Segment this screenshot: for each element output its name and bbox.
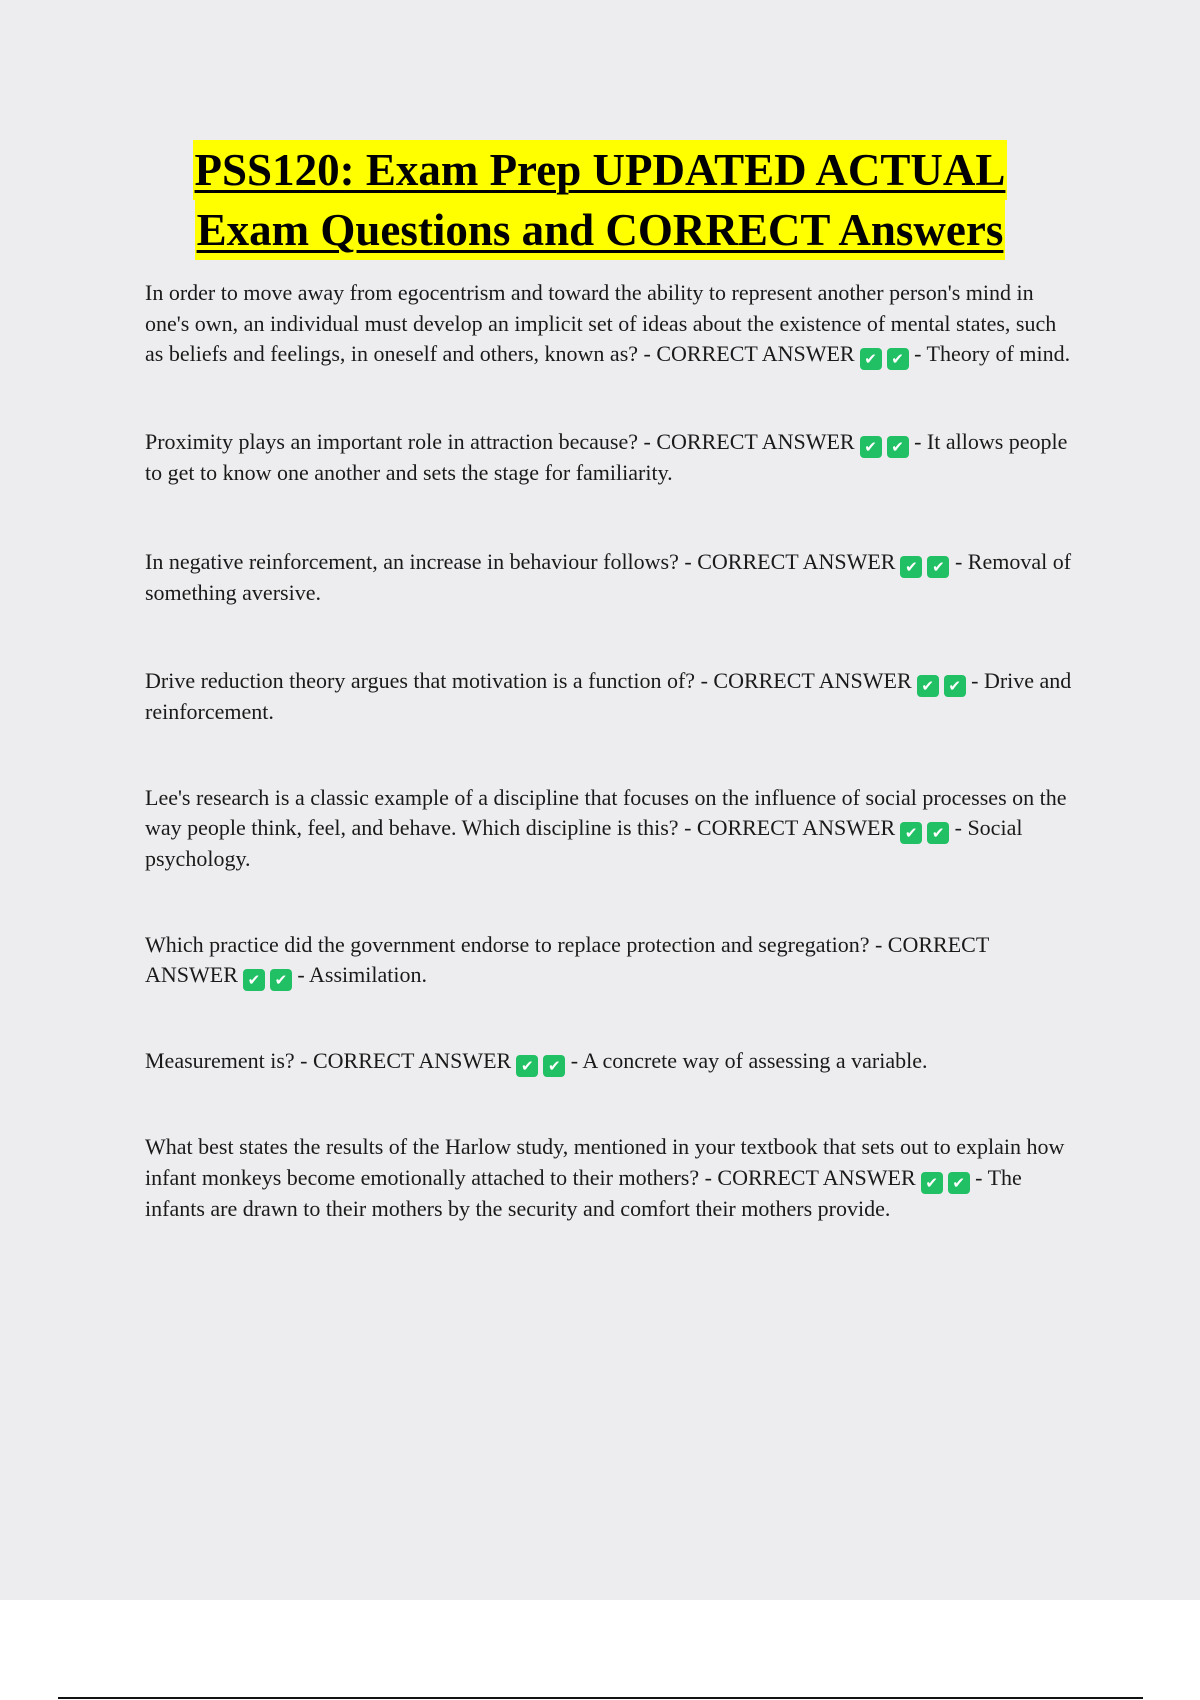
qa-item [145, 278, 1075, 370]
check-mark-icon: ✔ [917, 675, 939, 697]
title-line-2: Exam Questions and CORRECT Answers [195, 200, 1006, 260]
check-mark-icon: ✔ [927, 822, 949, 844]
correct-answer-label: - CORRECT ANSWER [643, 429, 855, 454]
check-mark-icon: ✔ [860, 436, 882, 458]
qa-item [145, 427, 1075, 489]
footer-divider [58, 1697, 1143, 1699]
answer-text: - Removal of something aversive. [145, 548, 1072, 605]
question-text: In order to move away from egocentrism and toward the ability to represent another person's mind in one's own, an individual must develop an implicit set of ideas about the existence of mental states, such as beliefs and feelings, in oneself and others, known as? [145, 280, 1057, 366]
check-mark-icon: ✔ [887, 348, 909, 370]
correct-answer-label: - CORRECT ANSWER [704, 1164, 916, 1190]
check-mark-icon: ✔ [927, 556, 949, 578]
correct-answer-label: - CORRECT ANSWER [684, 548, 896, 574]
question-text: Drive reduction theory argues that motivation is a function of? [145, 668, 696, 693]
qa-item [145, 666, 1075, 728]
answer-text: - Assimilation. [297, 962, 427, 987]
question-text: Which practice did the government endorse to replace protection and segregation? [145, 931, 870, 957]
check-mark-icon: ✔ [948, 1172, 970, 1194]
answer-text: - The infants are drawn to their mothers by the security and comfort their mothers provide. [145, 1164, 1022, 1221]
question-text: Measurement is? [145, 1048, 295, 1073]
check-mark-icon: ✔ [944, 675, 966, 697]
qa-list [145, 278, 1075, 1224]
correct-answer-label: - CORRECT ANSWER [145, 931, 989, 987]
question-text: Lee's research is a classic example of a discipline that focuses on the influence of social processes on the way people think, feel, and behave. Which discipline is this? [145, 784, 1067, 840]
answer-text: - Social psychology. [145, 815, 1023, 871]
check-mark-icon: ✔ [921, 1172, 943, 1194]
correct-answer-label: - CORRECT ANSWER [300, 1048, 512, 1073]
answer-text: - Drive and reinforcement. [145, 668, 1072, 724]
check-mark-icon: ✔ [516, 1055, 538, 1077]
qa-item [145, 547, 1075, 609]
title-line-1: PSS120: Exam Prep UPDATED ACTUAL [193, 140, 1008, 200]
question-text: Proximity plays an important role in attraction because? [145, 429, 639, 454]
qa-item [145, 1132, 1075, 1224]
check-mark-icon: ✔ [887, 436, 909, 458]
answer-text: - It allows people to get to know one another and sets the stage for familiarity. [145, 429, 1068, 485]
check-mark-icon: ✔ [543, 1055, 565, 1077]
check-mark-icon: ✔ [270, 969, 292, 991]
qa-item [145, 1046, 1075, 1077]
qa-item [145, 783, 1075, 875]
qa-item [145, 930, 1075, 992]
question-text: In negative reinforcement, an increase in behaviour follows? [145, 548, 679, 574]
check-mark-icon: ✔ [900, 556, 922, 578]
correct-answer-label: - CORRECT ANSWER [700, 668, 912, 693]
check-mark-icon: ✔ [860, 348, 882, 370]
check-mark-icon: ✔ [243, 969, 265, 991]
correct-answer-label: - CORRECT ANSWER [684, 815, 896, 840]
question-text: What best states the results of the Harlow study, mentioned in your textbook that sets out to explain how infant monkeys become emotionally attached to their mothers? [145, 1134, 1065, 1190]
answer-text: - A concrete way of assessing a variable. [570, 1048, 928, 1073]
correct-answer-label: - CORRECT ANSWER [643, 341, 855, 366]
answer-text: - Theory of mind. [914, 341, 1071, 366]
check-mark-icon: ✔ [900, 822, 922, 844]
document-title [0, 140, 1200, 260]
